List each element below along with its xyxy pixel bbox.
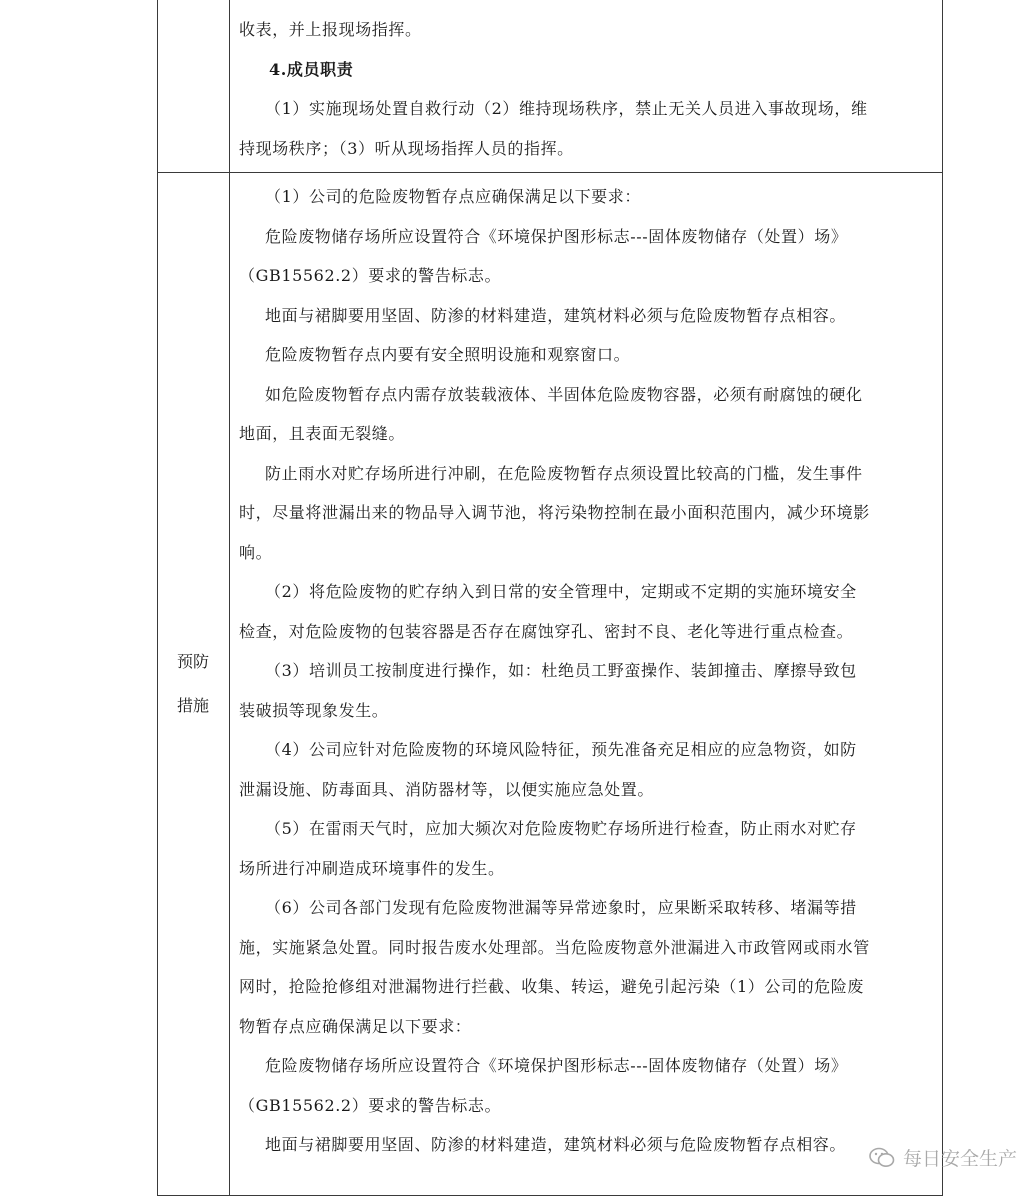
text-line: 装破损等现象发生。 [239,700,389,720]
table-border-left [157,0,158,1196]
row-label-line: 预防 [176,652,209,671]
text-line: 收表，并上报现场指挥。 [239,20,422,39]
text-line: （1）公司的危险废物暂存点应确保满足以下要求： [265,187,641,206]
text-line: 持现场秩序；（3）听从现场指挥人员的指挥。 [239,138,574,158]
text-line: 时，尽量将泄漏出来的物品导入调节池，将污染物控制在最小面积范围内，减少环境影 [239,503,870,522]
text-line: 泄漏设施、防毒面具、消防器材等，以便实施应急处置。 [239,779,655,799]
watermark-text: 每日安全生产 [902,1148,1017,1170]
text-line: 地面与裙脚要用坚固、防渗的材料建造，建筑材料必须与危险废物暂存点相容。 [265,1135,847,1154]
text-line: 检查，对危险废物的包装容器是否存在腐蚀穿孔、密封不良、老化等进行重点检查。 [239,621,854,641]
wechat-icon [869,1147,895,1169]
text-line: 响。 [239,542,273,562]
watermark [869,1144,1017,1171]
text-line: 网时，抢险抢修组对泄漏物进行拦截、收集、转运，避免引起污染（1）公司的危险废 [239,977,864,996]
section-heading: 4.成员职责 [269,59,354,79]
text-line: （5）在雷雨天气时，应加大频次对危险废物贮存场所进行检查，防止雨水对贮存 [265,819,857,838]
top-row-content [229,10,931,168]
text-line: （6）公司各部门发现有危险废物泄漏等异常迹象时，应果断采取转移、堵漏等措 [265,898,857,917]
text-line: 危险废物储存场所应设置符合《环境保护图形标志---固体废物储存（处置）场》 [265,1056,848,1075]
text-line: （2）将危险废物的贮存纳入到日常的安全管理中，定期或不定期的实施环境安全 [265,582,857,601]
row-label-prevention [157,640,229,728]
text-line: 场所进行冲刷造成环境事件的发生。 [239,858,505,878]
text-line: 地面，且表面无裂缝。 [239,424,406,443]
text-line: （GB15562.2）要求的警告标志。 [239,1095,502,1115]
text-line: （1）实施现场处置自救行动（2）维持现场秩序，禁止无关人员进入事故现场，维 [265,99,868,118]
row-label-line: 措施 [176,696,209,715]
text-line: （4）公司应针对危险废物的环境风险特征，预先准备充足相应的应急物资，如防 [265,740,857,759]
prevention-content [229,177,931,1165]
text-line: 防止雨水对贮存场所进行冲刷，在危险废物暂存点须设置比较高的门槛，发生事件 [265,463,863,483]
text-line: 危险废物暂存点内要有安全照明设施和观察窗口。 [265,345,631,364]
text-line: 危险废物储存场所应设置符合《环境保护图形标志---固体废物储存（处置）场》 [265,226,848,246]
text-line: （GB15562.2）要求的警告标志。 [239,266,502,285]
table-row-divider [157,172,943,173]
text-line: 如危险废物暂存点内需存放装载液体、半固体危险废物容器，必须有耐腐蚀的硬化 [265,384,863,404]
table-border-right [942,0,943,1196]
text-line: 施，实施紧急处置。同时报告废水处理部。当危险废物意外泄漏进入市政管网或雨水管 [239,937,870,957]
text-line: 地面与裙脚要用坚固、防渗的材料建造，建筑材料必须与危险废物暂存点相容。 [265,305,847,325]
text-line: 物暂存点应确保满足以下要求： [239,1016,472,1036]
document-table [157,0,943,1196]
table-border-bottom [157,1195,943,1196]
text-line: （3）培训员工按制度进行操作，如：杜绝员工野蛮操作、装卸撞击、摩擦导致包 [265,661,857,680]
